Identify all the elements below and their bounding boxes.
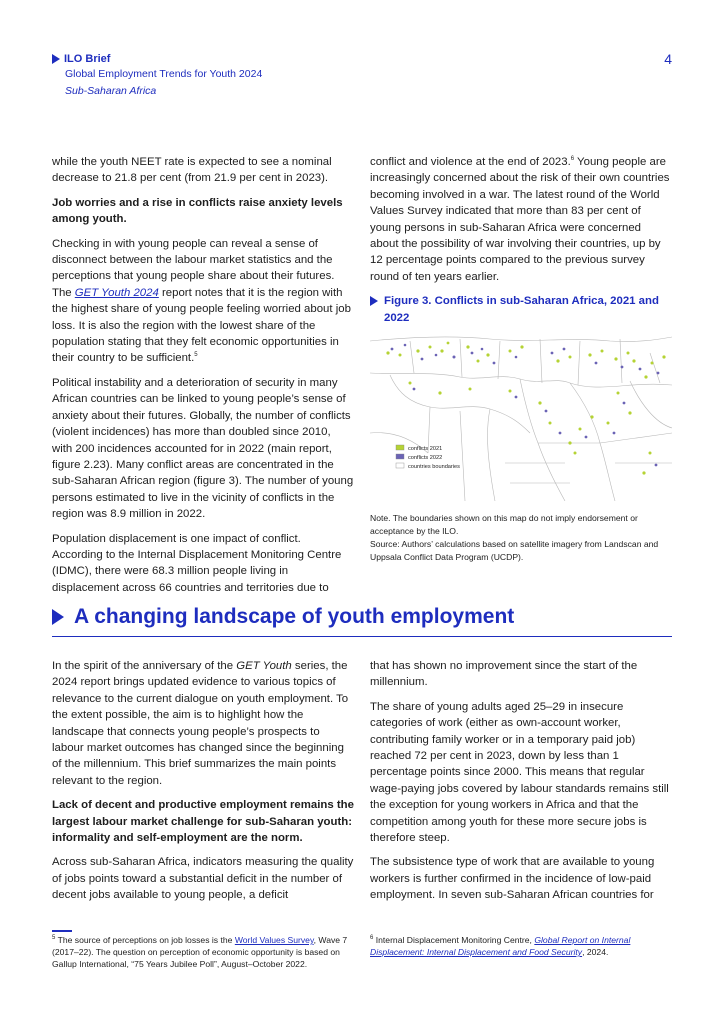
- paragraph: In the spirit of the anniversary of the GET Youth series, the 2024 report brings updated evidence to various topics of relevance to the current dialogue on youth employment. To the extent possible, the aim is to highlight how the landscape that connects young people’s prospects to labour market outcomes has changed since the beginning of the millennium. This brief summarizes the main points relevant to the region.: [52, 660, 349, 787]
- triangle-icon: [52, 54, 60, 64]
- section-title: A changing landscape of youth employment: [74, 605, 515, 628]
- source-text: Source: Authors’ calculations based on satellite imagery from Landscan and Uppsala Conflict Data Program (UCDP).: [370, 539, 659, 562]
- legend-label-2021: conflicts 2021: [408, 446, 443, 452]
- right-column-upper: [370, 154, 672, 326]
- legend-swatch-boundaries: [396, 463, 404, 468]
- right-column-lower: [370, 658, 672, 912]
- page-number: 4: [664, 51, 672, 67]
- brief-label: [52, 53, 262, 65]
- paragraph: The subsistence type of work that are available to young workers is further confirmed in the incidence of low-paid employment. In seven sub-Saharan African countries for: [370, 856, 655, 902]
- conflict-map: [370, 333, 672, 501]
- section-heading: [52, 605, 672, 629]
- note-text: Note. The boundaries shown on this map do not imply endorsement or acceptance by the ILO.: [370, 513, 638, 536]
- paragraph: Across sub-Saharan Africa, indicators measuring the quality of jobs points toward a substantial deficit in the number of decent jobs available to young people, a deficit: [52, 856, 354, 902]
- legend-label-boundaries: countries boundaries: [408, 464, 460, 470]
- footnote-5: $^5$ The source of perceptions on job losses is the World Values Survey, Wave 7 (2017–22). The question on perception of economic opportunity is based on Gallup International, “75 Years Jubilee Poll”, August–October 2022.: [52, 935, 348, 969]
- footnote-ref[interactable]: 6: [570, 156, 575, 163]
- paragraph: while the youth NEET rate is expected to see a nominal decrease to 21.8 per cent (from 21.9 per cent in 2023).: [52, 156, 332, 185]
- legend-label-2022: conflicts 2022: [408, 455, 443, 461]
- paragraph: conflict and violence at the end of 2023.$^6$ Young people are increasingly concerned about the risk of their own countries becoming involved in a war. The latest round of the World Values Survey indicated that more than 83 per cent of young persons in sub-Saharan Africa were concerned about the possibility of war involving their countries, up by 12 percentage points compared to the previous survey round of ten years earlier.: [370, 156, 670, 283]
- triangle-icon: [52, 609, 64, 625]
- figure-title: Figure 3. Conflicts in sub-Saharan Africa, 2021 and 2022: [370, 293, 672, 326]
- paragraph: The share of young adults aged 25–29 in insecure categories of work (either as own-account worker, contributing family worker or in a temporary paid job) reached 72 per cent in 2023, down by less than 1 percentage points since 2000. This means that regular wage-paying jobs covered by labour standards remains still the exception for young workers in Africa and that the competition among youth for these more secure jobs is therefore steep.: [370, 700, 669, 845]
- legend-swatch-2021: [396, 445, 404, 450]
- figure-note: [370, 512, 672, 564]
- idmc-report-link[interactable]: Global Report on Internal Displacement: Internal Displacement and Food Security: [370, 935, 631, 957]
- subheading: Lack of decent and productive employment remains the largest labour market challenge for sub-Saharan youth: informality and self-employment are the norm.: [52, 799, 354, 845]
- legend-swatch-2022: [396, 454, 404, 459]
- left-column-lower: [52, 658, 354, 912]
- get-youth-link[interactable]: GET Youth 2024: [74, 286, 159, 299]
- page-header: [52, 53, 262, 99]
- triangle-icon: [370, 296, 378, 306]
- paragraph: Checking in with young people can reveal a sense of disconnect between the labour market statistics and the perceptions that young people share about their futures. The GET Youth 2024 report notes that it is the region with the highest share of young people feeling worried about job loss. It is also the region with the lowest share of the population stating that they felt economic opportunities in their country to be sufficient.$^5$: [52, 237, 351, 365]
- footnote-divider: [52, 930, 72, 932]
- left-column-upper: [52, 154, 354, 604]
- paragraph: Population displacement is one impact of conflict. According to the Internal Displacement Monitoring Centre (IDMC), there were 68.3 million people living in displacement across 66 countries and territories due to: [52, 532, 342, 594]
- world-values-survey-link[interactable]: World Values Survey: [234, 935, 314, 945]
- paragraph: that has shown no improvement since the start of the millennium.: [370, 660, 638, 689]
- subheading: Job worries and a rise in conflicts raise anxiety levels among youth.: [52, 196, 343, 226]
- paragraph: Political instability and a deterioration of security in many African countries can be linked to young people’s sense of anxiety about their futures. Globally, the number of conflicts (violent incidences) has more than doubled since 2010, with 200 incidences accounted for in 2022 (main report, figure 2.23). Many conflict areas are concentrated in the sub-Saharan African region (figure 3). The number of young persons estimated to live in the vicinity of conflicts in the region was 8.9 million in 2022.: [52, 376, 354, 521]
- section-divider: [52, 636, 672, 637]
- report-region: Sub-Saharan Africa: [65, 85, 157, 97]
- footnote-ref[interactable]: 5: [194, 352, 198, 359]
- footnote-6: $^6$ Internal Displacement Monitoring Centre, Global Report on Internal Displacement: Internal Displacement and Food Security, 2024.: [370, 935, 631, 957]
- brief-title: ILO Brief: [64, 53, 111, 65]
- report-subtitle: Global Employment Trends for Youth 2024: [65, 68, 263, 80]
